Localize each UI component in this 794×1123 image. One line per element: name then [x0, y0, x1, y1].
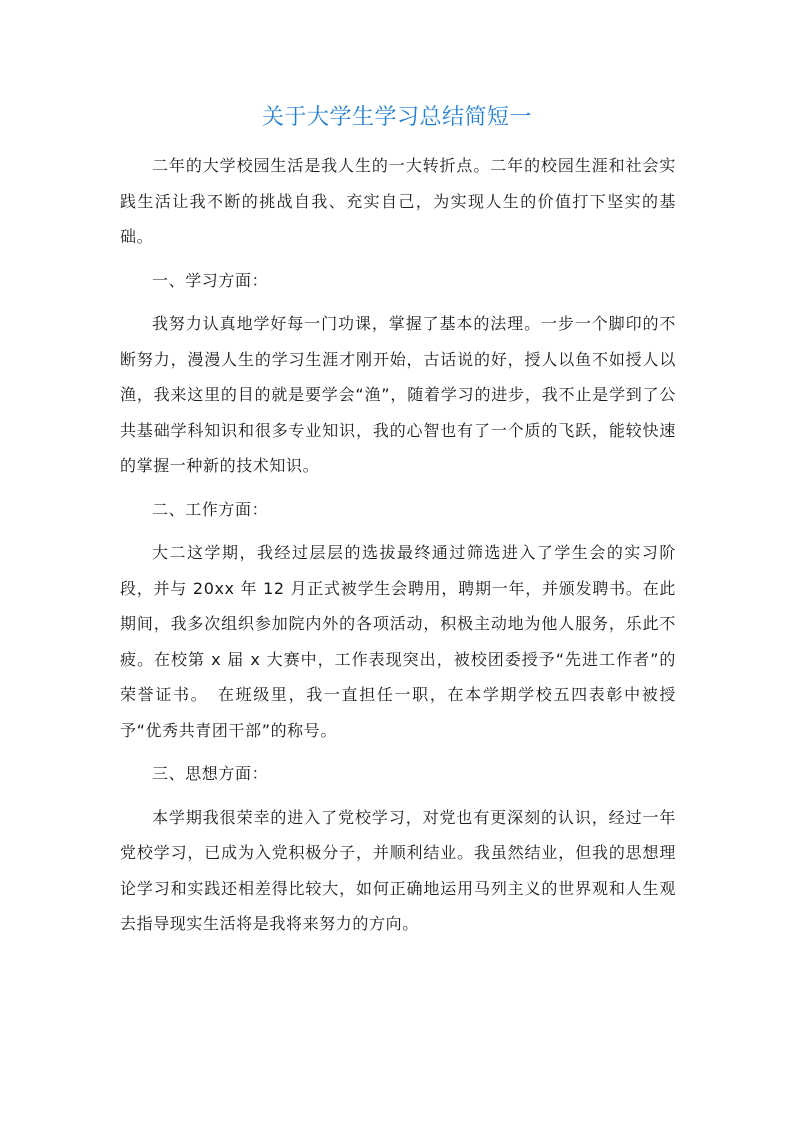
document-title: 关于大学生学习总结简短一	[261, 105, 532, 130]
intro-paragraph: 二年的大学校园生活是我人生的一大转折点。二年的校园生涯和社会实践生活让我不断的挑战自我、充实自己，为实现人生的价值打下坚实的基础。	[120, 156, 676, 246]
section-heading-study: 一、学习方面：	[152, 270, 269, 290]
section-paragraph-work: 大二这学期，我经过层层的选拔最终通过筛选进入了学生会的实习阶段，并与 20xx 年 12 月正式被学生会聘用，聘期一年，并颁发聘书。在此期间，我多次组织参加院内外的各项活动，积极主动地为他人服务，乐此不疲。在校第 x 届 x 大赛中，工作表现突出，被校团委授予“先进工作者”的荣誉证书。 在班级里，我一直担任一职，在本学期学校五四表彰中被授予“优秀共青团干部”的称号。	[120, 543, 676, 740]
section-heading-thought: 三、思想方面：	[152, 764, 269, 783]
section-paragraph-study: 我努力认真地学好每一门功课，掌握了基本的法理。一步一个脚印的不断努力，漫漫人生的学习生涯才刚开始，古话说的好，授人以鱼不如授人以渔，我来这里的目的就是要学会“渔”，随着学习的进步，我不止是学到了公共基础学科知识和很多专业知识，我的心智也有了一个质的飞跃，能较快速的掌握一种新的技术知识。	[120, 314, 676, 475]
document-body	[120, 148, 676, 950]
section-paragraph-thought: 本学期我很荣幸的进入了党校学习，对党也有更深刻的认识，经过一年党校学习，已成为入党积极分子，并顺利结业。我虽然结业，但我的思想理论学习和实践还相差得比较大，如何正确地运用马列主义的世界观和人生观去指导现实生活将是我将来努力的方向。	[120, 807, 676, 933]
section-heading-work: 二、工作方面：	[152, 499, 269, 519]
